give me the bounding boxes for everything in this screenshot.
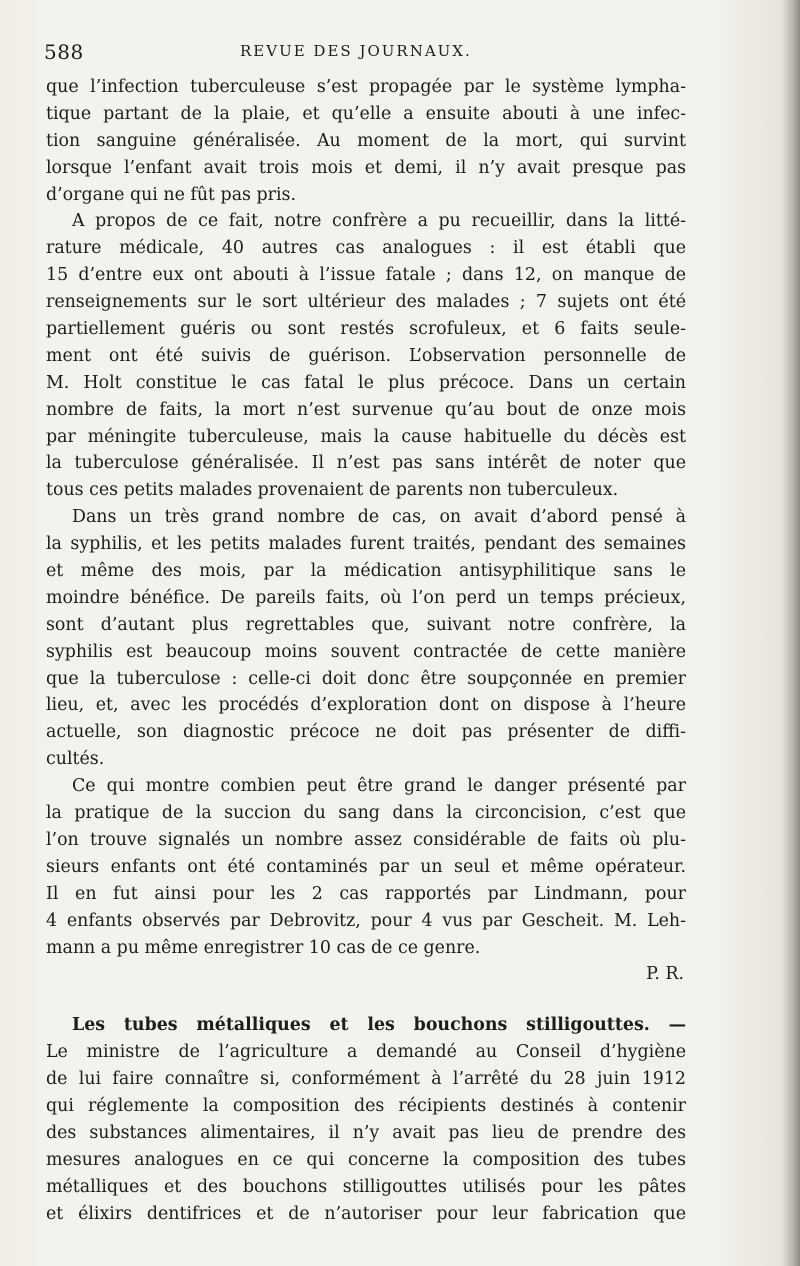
text-line: que l’infection tuberculeuse s’est propagée par le système lympha- [46, 77, 686, 97]
text-line: Ce qui montre combien peut être grand le danger présenté par [72, 776, 686, 797]
text-line: tique partant de la plaie, et qu’elle a ensuite abouti à une infec- [46, 103, 686, 124]
paragraph-1 [46, 74, 686, 208]
text-line: lieu, et, avec les procédés d’exploration dont on dispose à l’heure [46, 695, 686, 716]
author-signature: P. R. [646, 964, 684, 985]
text-line: Dans un très grand nombre de cas, on avait d’abord pensé à [72, 507, 686, 528]
paragraph-3 [46, 504, 686, 773]
text-line: et élixirs dentifrices et de n’autoriser pour leur fabrication que [46, 1203, 686, 1224]
text-line: sont d’autant plus regrettables que, suivant notre confrère, la [46, 614, 686, 635]
text-line: par méningite tuberculeuse, mais la cause habituelle du décès est [46, 426, 686, 447]
text-line: 15 d’entre eux ont abouti à l’issue fatale ; dans 12, on manque de [46, 265, 686, 286]
section-gap [46, 988, 686, 1012]
text-line: qui réglemente la composition des récipients destinés à contenir [46, 1095, 686, 1116]
page-header [44, 40, 684, 70]
text-line: la tuberculose généralisée. Il n’est pas sans intérêt de noter que [46, 453, 686, 474]
text-line: la syphilis, et les petits malades furent traités, pendant des semaines [46, 534, 686, 555]
text-line: partiellement guéris ou sont restés scrofuleux, et 6 faits seule- [46, 319, 686, 340]
text-line: 4 enfants observés par Debrovitz, pour 4 vus par Gescheit. M. Leh- [46, 910, 686, 931]
text-line: la pratique de la succion du sang dans la circoncision, c’est que [46, 803, 686, 824]
article-body [46, 74, 686, 1227]
text-line: métalliques et des bouchons stilligouttes utilisés pour les pâtes [46, 1176, 686, 1197]
book-spine-edge [782, 0, 800, 1266]
text-line: actuelle, son diagnostic précoce ne doit pas présenter de diffi- [46, 722, 686, 743]
text-line: mann a pu même enregistrer 10 cas de ce genre. [46, 937, 481, 958]
text-line: nombre de faits, la mort n’est survenue qu’au bout de onze mois [46, 399, 686, 420]
text-line: que la tuberculose : celle-ci doit donc être soupçonnée en premier [46, 668, 686, 689]
text-line: mesures analogues en ce qui concerne la composition des tubes [46, 1149, 686, 1170]
paragraph-4 [46, 773, 686, 961]
text-line: rature médicale, 40 autres cas analogues : il est établi que [46, 238, 686, 259]
text-line: moindre bénéfice. De pareils faits, où l’on perd un temps précieux, [46, 587, 686, 608]
page-number: 588 [44, 40, 84, 64]
text-line: M. Holt constitue le cas fatal le plus précoce. Dans un certain [46, 372, 686, 393]
text-line: tion sanguine généralisée. Au moment de la mort, qui survint [46, 130, 686, 151]
text-line: des substances alimentaires, il n’y avait pas lieu de prendre des [46, 1122, 686, 1143]
text-line: cultés. [46, 749, 105, 770]
text-line: A propos de ce fait, notre confrère a pu recueillir, dans la litté- [72, 211, 686, 232]
text-line: renseignements sur le sort ultérieur des malades ; 7 sujets ont été [46, 292, 686, 313]
paragraph-2 [46, 208, 686, 504]
text-line: ment ont été suivis de guérison. L’observation personnelle de [46, 345, 686, 366]
text-line: sieurs enfants ont été contaminés par un seul et même opérateur. [46, 856, 686, 877]
text-line: tous ces petits malades provenaient de parents non tuberculeux. [46, 480, 619, 501]
text-line: de lui faire connaître si, conformément à l’arrêté du 28 juin 1912 [46, 1069, 686, 1090]
text-line: lorsque l’enfant avait trois mois et demi, il n’y avait presque pas [46, 157, 686, 178]
running-head: REVUE DES JOURNAUX. [240, 42, 472, 60]
text-line: Il en fut ainsi pour les 2 cas rapportés par Lindmann, pour [46, 883, 686, 904]
article-2 [46, 1012, 686, 1227]
text-line: syphilis est beaucoup moins souvent contractée de cette manière [46, 641, 686, 662]
text-line: et même des mois, par la médication antisyphilitique sans le [46, 561, 686, 582]
article-title: Les tubes métalliques et les bouchons stilligouttes. — [72, 1015, 686, 1036]
text-line: Le ministre de l’agriculture a demandé au Conseil d’hygiène [46, 1042, 686, 1063]
text-line: d’organe qui ne fût pas pris. [46, 184, 296, 205]
text-line: l’on trouve signalés un nombre assez considérable de faits où plu- [46, 829, 686, 850]
